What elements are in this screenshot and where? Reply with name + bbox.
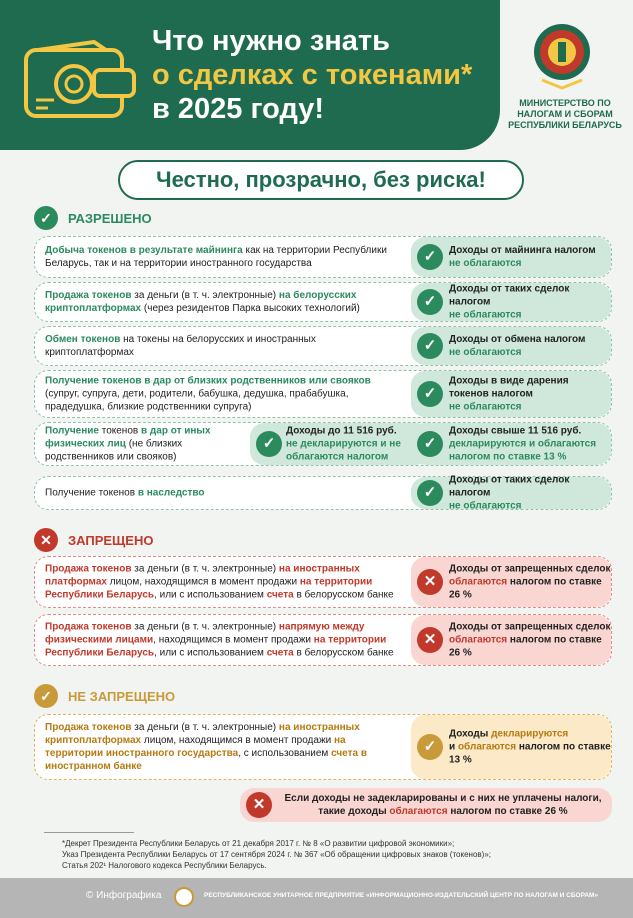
- page-title: [152, 24, 492, 126]
- footer-copyright: © Инфографика: [86, 890, 162, 901]
- section-allowed-label: РАЗРЕШЕНО: [68, 210, 152, 226]
- allowed-row-gift-relatives: [34, 370, 612, 418]
- header: [0, 0, 633, 150]
- not-prohibited-row-foreign: [34, 714, 612, 780]
- allowed-row-sale-belarus: [34, 282, 612, 322]
- row-tax-threshold: ✓ Доходы до 11 516 руб. не декларируются и не облагаются налогом: [250, 423, 430, 465]
- row-tax-result: ✓ Доходы в виде дарения токенов налогом не облагаются: [411, 371, 611, 417]
- allowed-row-exchange: [34, 326, 612, 366]
- row-tax-result: ✕ Доходы от запрещенных сделок облагаются налогом по ставке 26 %: [411, 557, 611, 607]
- cross-icon: ✕: [417, 569, 443, 595]
- row-description: Продажа токенов за деньги (в т. ч. электронные) на иностранных криптоплатформах лицом, находящимся в момент продажи на территории иностранного государства, с использованием счета в иностранном банке: [45, 722, 367, 772]
- prohibited-row-foreign-platform: [34, 556, 612, 608]
- allowed-row-gift-others: [34, 422, 612, 466]
- footnote-1: *Декрет Президента Республики Беларусь от 21 декабря 2017 г. № 8 «О развитии цифровой экономики»;: [62, 839, 455, 848]
- row-tax-result: ✓ Доходы от майнинга налогом не облагаются: [411, 237, 611, 277]
- footnote-3: Статья 202¹ Налогового кодекса Республики Беларусь.: [62, 861, 267, 870]
- row-description: Продажа токенов за деньги (в т. ч. электронные) на иностранных платформах лицом, находящимся в момент продажи на территории Республики Беларусь, или с использованием счета в белорусском банке: [45, 563, 394, 601]
- title-line-2: о сделках с токенами*: [152, 59, 473, 91]
- title-line-1: Что нужно знать: [152, 25, 390, 57]
- row-description: Продажа токенов за деньги (в т. ч. электронные) напрямую между физическими лицами, находящимся в момент продажи на территории Республики Беларусь, или с использованием счета в белорусском банке: [45, 621, 394, 659]
- row-description: Получение токенов в наследство: [45, 487, 205, 499]
- check-icon: ✓: [34, 684, 58, 708]
- undeclared-income-warning: ✕ Если доходы не задекларированы и с них не уплачены налоги, такие доходы облагаются налогом по ставке 26 %: [240, 788, 612, 822]
- section-not-prohibited-label: НЕ ЗАПРЕЩЕНО: [68, 688, 176, 704]
- row-description: Добыча токенов в результате майнинга как на территории Республики Беларусь, так и на территории иностранного государства: [45, 245, 387, 269]
- row-description: Продажа токенов за деньги (в т. ч. электронные) на белорусских криптоплатформах (через резидентов Парка высоких технологий): [45, 290, 360, 314]
- allowed-row-mining: [34, 236, 612, 278]
- ministry-name: МИНИСТЕРСТВО ПО НАЛОГАМ И СБОРАМ РЕСПУБЛИКИ БЕЛАРУСЬ: [508, 98, 622, 130]
- check-icon: ✓: [417, 431, 443, 457]
- row-description: Получение токенов в дар от близких родственников или свояков (супруг, супруга, дети, родители, бабушка, дедушка, прабабушка, прадедушка, близкие родственники супруга): [45, 375, 371, 413]
- row-tax-result: ✓ Доходы от таких сделок налогом не облагаются: [411, 283, 611, 321]
- row-description: Получение токенов в дар от иных физических лиц (не близких родственников или свояков): [45, 425, 211, 463]
- cross-icon: ✕: [246, 792, 272, 818]
- footer: [0, 878, 633, 918]
- row-tax-result: ✓ Доходы декларируются и облагаются налогом по ставке 13 %: [411, 715, 611, 779]
- title-line-3: в 2025 году!: [152, 93, 325, 125]
- crypto-wallet-icon: [24, 40, 142, 122]
- section-allowed-title: [34, 206, 152, 230]
- slogan: Честно, прозрачно, без риска!: [118, 160, 524, 200]
- row-tax-result: ✓ Доходы от обмена налогом не облагаются: [411, 327, 611, 365]
- publisher-logo-icon: [174, 887, 194, 907]
- check-icon: ✓: [417, 333, 443, 359]
- row-tax-result: ✓ Доходы свыше 11 516 руб. декларируются и облагаются налогом по ставке 13 %: [411, 423, 611, 465]
- footnote-2: Указ Президента Республики Беларусь от 17 сентября 2024 г. № 367 «Об обращении цифровых знаков (токенов)»;: [62, 850, 491, 859]
- row-description: Обмен токенов на токены на белорусских и иностранных криптоплатформах: [45, 334, 316, 358]
- check-icon: ✓: [417, 381, 443, 407]
- section-prohibited-label: ЗАПРЕЩЕНО: [68, 532, 154, 548]
- footnotes: [62, 838, 602, 871]
- section-prohibited-title: [34, 528, 153, 552]
- check-icon: ✓: [417, 244, 443, 270]
- footer-publisher: РЕСПУБЛИКАНСКОЕ УНИТАРНОЕ ПРЕДПРИЯТИЕ «ИНФОРМАЦИОННО-ИЗДАТЕЛЬСКИЙ ЦЕНТР ПО НАЛОГАМ И СБОРАМ»: [204, 892, 599, 899]
- prohibited-row-p2p: [34, 614, 612, 666]
- row-tax-result: ✓ Доходы от таких сделок налогом не облагаются: [411, 477, 611, 509]
- check-icon: ✓: [417, 734, 443, 760]
- check-icon: ✓: [417, 480, 443, 506]
- check-icon: ✓: [417, 289, 443, 315]
- row-tax-result: ✕ Доходы от запрещенных сделок облагаются налогом по ставке 26 %: [411, 615, 611, 665]
- check-icon: ✓: [34, 206, 58, 230]
- footnote-divider: [44, 832, 134, 833]
- check-icon: ✓: [256, 431, 282, 457]
- cross-icon: ✕: [34, 528, 58, 552]
- section-not-prohibited-title: [34, 684, 175, 708]
- ministry-emblem-icon: [532, 18, 592, 90]
- cross-icon: ✕: [417, 627, 443, 653]
- allowed-row-inheritance: [34, 476, 612, 510]
